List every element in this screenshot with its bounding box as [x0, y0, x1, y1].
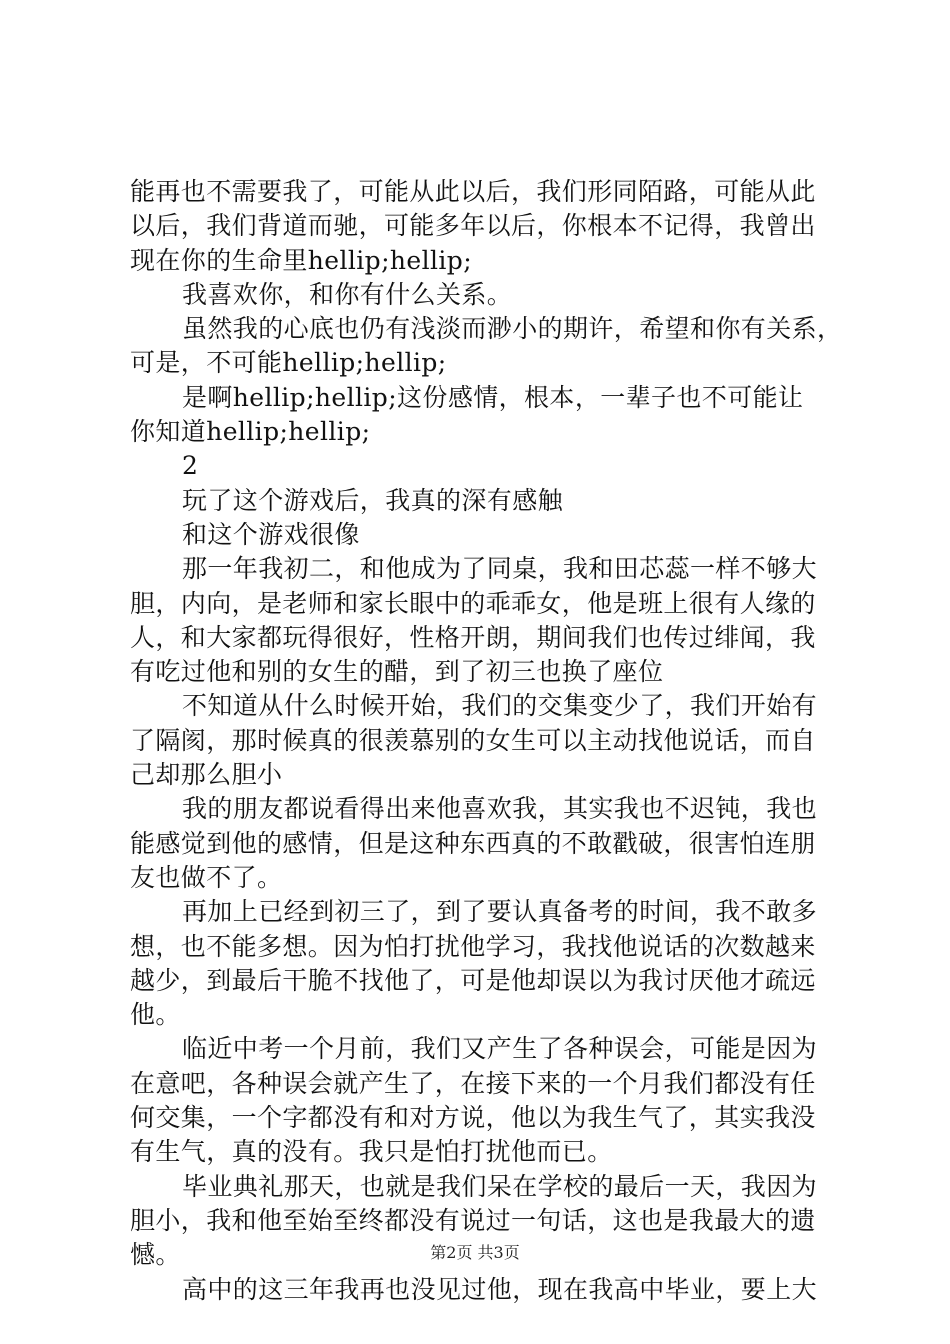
text-line: 是啊hellip;hellip;这份感情，根本，一辈子也不可能让 — [182, 382, 804, 412]
text-line: 越少，到最后干脆不找他了，可是他却误以为我讨厌他才疏远 — [130, 965, 816, 995]
text-line: 不知道从什么时候开始，我们的交集变少了，我们开始有 — [182, 691, 818, 721]
text-line: 了隔阂，那时候真的很羡慕别的女生可以主动找他说话，而自 — [130, 725, 816, 755]
text-line: 憾。 — [130, 1240, 181, 1270]
text-line: 以后，我们背道而驰，可能多年以后，你根本不记得，我曾出 — [130, 211, 816, 241]
text-line: 己却那么胆小 — [130, 760, 283, 790]
text-line: 想，也不能多想。因为怕打扰他学习，我找他说话的次数越来 — [130, 931, 816, 961]
text-line: 毕业典礼那天，也就是我们呆在学校的最后一天，我因为 — [182, 1171, 818, 1201]
text-line: 你知道hellip;hellip; — [130, 417, 371, 447]
text-line: 有吃过他和别的女生的醋，到了初三也换了座位 — [130, 657, 664, 687]
text-line: 高中的这三年我再也没见过他，现在我高中毕业，要上大 — [182, 1274, 818, 1304]
text-line: 临近中考一个月前，我们又产生了各种误会，可能是因为 — [182, 1034, 818, 1064]
text-line: 何交集，一个字都没有和对方说，他以为我生气了，其实我没 — [130, 1103, 816, 1133]
document-body — [130, 175, 843, 1307]
text-line: 再加上已经到初三了，到了要认真备考的时间，我不敢多 — [182, 897, 818, 927]
text-line: 和这个游戏很像 — [182, 519, 360, 549]
text-line: 胆，内向，是老师和家长眼中的乖乖女，他是班上很有人缘的 — [130, 588, 816, 618]
text-line: 现在你的生命里hellip;hellip; — [130, 245, 473, 275]
text-line: 我的朋友都说看得出来他喜欢我，其实我也不迟钝，我也 — [182, 794, 818, 824]
text-line: 可是，不可能hellip;hellip; — [130, 348, 447, 378]
text-line: 虽然我的心底也仍有浅淡而渺小的期许，希望和你有关系， — [182, 314, 843, 344]
text-line: 人，和大家都玩得很好，性格开朗，期间我们也传过绯闻，我 — [130, 622, 816, 652]
page-footer: 第2页 共3页 — [430, 1243, 520, 1262]
text-line: 我喜欢你，和你有什么关系。 — [182, 279, 513, 309]
text-line: 有生气，真的没有。我只是怕打扰他而已。 — [130, 1137, 613, 1167]
text-line: 在意吧，各种误会就产生了，在接下来的一个月我们都没有任 — [130, 1068, 816, 1098]
text-line: 他。 — [130, 1000, 181, 1030]
text-line: 那一年我初二，和他成为了同桌，我和田芯蕊一样不够大 — [182, 554, 818, 584]
text-line: 能感觉到他的感情，但是这种东西真的不敢戳破，很害怕连朋 — [130, 828, 816, 858]
text-line: 友也做不了。 — [130, 862, 283, 892]
text-line: 玩了这个游戏后，我真的深有感触 — [182, 485, 564, 515]
text-line: 能再也不需要我了，可能从此以后，我们形同陌路，可能从此 — [130, 177, 816, 206]
text-line: 胆小，我和他至始至终都没有说过一句话，这也是我最大的遗 — [130, 1205, 816, 1235]
text-line: 2 — [182, 451, 199, 481]
